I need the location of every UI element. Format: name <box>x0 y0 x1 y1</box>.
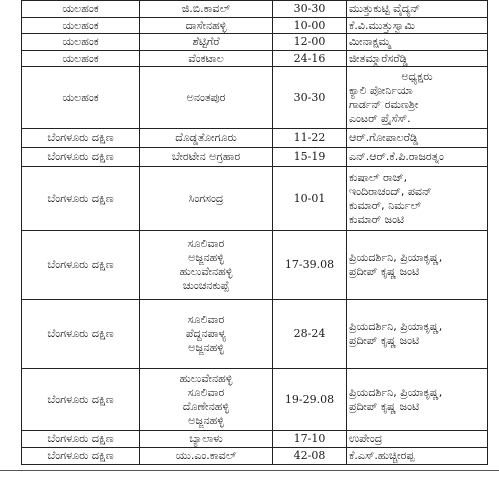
taluk-cell <box>22 1 140 18</box>
owner-cell <box>347 300 488 369</box>
taluk-cell <box>22 231 140 300</box>
village-cell <box>140 369 273 431</box>
table-row <box>22 34 488 51</box>
survey-extent-text: 17-39.08 <box>284 258 335 271</box>
taluk-text: ಯಲಹಂಕ <box>62 90 99 104</box>
owner-line: ಕ್ಯಾಲಿ ಪೋರ್ನಿಯಾ <box>349 83 413 97</box>
taluk-cell <box>22 67 140 129</box>
village-line: ದೊಡ್ಡತೋಗೂರು <box>175 131 237 144</box>
taluk-text: ಯಲಹಂಕ <box>62 2 99 15</box>
village-cell <box>140 448 273 465</box>
survey-extent-text: 28-24 <box>293 327 326 340</box>
village-line: ಅಜ್ಜನಹಳ್ಳಿ <box>188 413 224 427</box>
survey-extent-cell <box>273 67 347 129</box>
village-cell <box>140 1 273 18</box>
survey-extent-cell <box>273 231 347 300</box>
village-cell <box>140 167 273 231</box>
owner-line: ಉಪೇಂದ್ರ <box>349 432 383 445</box>
taluk-text: ಯಲಹಂಕ <box>62 51 99 65</box>
owner-cell <box>347 431 488 448</box>
village-cell <box>140 18 273 34</box>
village-line: ಸೂಲಿವಾರ <box>187 237 225 250</box>
owner-cell <box>347 1 488 18</box>
taluk-cell <box>22 167 140 231</box>
survey-extent-text: 42-08 <box>293 449 326 462</box>
owner-line: ಮೀನಾಕ್ಷಮ್ಮ <box>349 35 391 48</box>
survey-extent-text: 19-29.08 <box>284 392 335 406</box>
village-cell <box>140 67 273 129</box>
table-row <box>22 369 488 431</box>
village-line: ಶೆಟ್ಟಿಗೆರೆ <box>192 35 220 48</box>
taluk-cell <box>22 148 140 167</box>
taluk-cell <box>22 300 140 369</box>
survey-extent-text: 30-30 <box>293 2 326 15</box>
owner-line: ಎಂಟರ್ ಪ್ರೈಸೆಸ್. <box>349 111 411 125</box>
survey-extent-cell <box>273 448 347 465</box>
table-row <box>22 431 488 448</box>
owner-line: ಆರ್.ಗೋಪಾಲರೆಡ್ಡಿ <box>349 131 419 144</box>
village-line: ಅಜ್ಜನಹಳ್ಳಿ <box>188 341 224 354</box>
taluk-text: ಬೆಂಗಳೂರು ದಕ್ಷಿಣ <box>47 258 114 271</box>
village-line: ದೊಣೇನಹಳ್ಳಿ <box>182 399 230 413</box>
taluk-text: ಯಲಹಂಕ <box>62 18 99 32</box>
village-cell <box>140 34 273 51</box>
village-line: ವೆಂಕಟಾಲ <box>188 51 224 65</box>
survey-extent-cell <box>273 369 347 431</box>
village-line: ಸೂಲಿವಾರ <box>187 385 225 399</box>
taluk-text: ಬೆಂಗಳೂರು ದಕ್ಷಿಣ <box>47 449 114 462</box>
survey-extent-cell <box>273 148 347 167</box>
owner-line: ಕುಮಾರ್ ಜಂಟಿ <box>349 212 405 226</box>
taluk-text: ಬೆಂಗಳೂರು ದಕ್ಷಿಣ <box>47 392 114 406</box>
village-cell <box>140 148 273 167</box>
table-row <box>22 1 488 18</box>
survey-extent-text: 10-01 <box>293 191 326 205</box>
village-line: ಹುಲುವೇನಹಳ್ಳಿ <box>179 265 233 278</box>
village-line: ಅಜ್ಜನಹಳ್ಳಿ <box>188 251 224 264</box>
owner-line: ಪ್ರಿಯದರ್ಶಿನಿ, ಪ್ರಿಯಾಕೃಷ್ಣ, <box>349 385 443 399</box>
survey-extent-text: 30-30 <box>293 90 326 104</box>
taluk-cell <box>22 448 140 465</box>
owner-cell <box>347 51 488 67</box>
owner-line: ಜೀತಮ್ಮಾರೆಸರೆಡ್ಡಿ <box>349 51 408 65</box>
village-line: ದಾಸೇನಹಳ್ಳಿ <box>185 18 227 32</box>
owner-line: ಪ್ರದೀಪ್ ಕೃಷ್ಣ ಜಂಟಿ <box>349 265 420 278</box>
table-row <box>22 231 488 300</box>
owner-cell <box>347 167 488 231</box>
survey-extent-cell <box>273 34 347 51</box>
owner-line: ಕೆ.ವಿ.ಮುತ್ತುಸ್ವಾಮಿ <box>349 18 415 32</box>
owner-line: ಕೆ.ಎಸ್.ಹುಚ್ಚೀರಪ್ಪ <box>349 449 415 462</box>
village-cell <box>140 431 273 448</box>
owner-line: ಎನ್.ಆರ್.ಕೆ.ಪಿ.ರಾಜರತ್ನಂ <box>349 150 444 163</box>
village-line: ಯು.ಎಂ.ಕಾವಲ್ <box>175 449 237 462</box>
village-line: ಬೇರಟೇನ ಅಗ್ರಹಾರ <box>171 150 241 163</box>
table-row <box>22 129 488 148</box>
survey-extent-text: 15-19 <box>293 150 326 163</box>
table-row <box>22 148 488 167</box>
owner-line: ಪ್ರದೀಪ್ ಕೃಷ್ಣ ಜಂಟಿ <box>349 399 420 413</box>
owner-cell <box>347 231 488 300</box>
owner-cell <box>347 369 488 431</box>
village-cell <box>140 51 273 67</box>
survey-extent-text: 24-16 <box>293 51 326 65</box>
village-line: ಸೂಲಿವಾರ <box>187 313 225 326</box>
owner-line: ಮುತ್ತುಕುಟ್ಟಿ ವೈದ್ಯನ್ <box>349 2 421 15</box>
survey-extent-cell <box>273 300 347 369</box>
owner-line: ಕುಮಾರ್, ನಿರ್ಮಲ್ <box>349 198 422 212</box>
owner-line: ಇಂದಿರಾಚಂದ್, ಪವನ್ <box>349 184 432 198</box>
survey-extent-cell <box>273 51 347 67</box>
taluk-cell <box>22 369 140 431</box>
table-row <box>22 300 488 369</box>
village-line: ಚುಂಚನಕುಪ್ಪೆ <box>182 279 230 292</box>
taluk-text: ಬೆಂಗಳೂರು ದಕ್ಷಿಣ <box>47 432 114 445</box>
village-line: ಹುಲುವೇನಹಳ್ಳಿ <box>179 371 233 385</box>
taluk-cell <box>22 18 140 34</box>
land-records-table <box>21 0 488 465</box>
survey-extent-cell <box>273 431 347 448</box>
owner-line: ಪ್ರಿಯದರ್ಶಿನಿ, ಪ್ರಿಯಾಕೃಷ್ಣ, <box>349 251 443 264</box>
page-bottom-rule <box>0 470 499 471</box>
survey-extent-cell <box>273 129 347 148</box>
taluk-text: ಬೆಂಗಳೂರು ದಕ್ಷಿಣ <box>47 191 114 205</box>
table-row <box>22 448 488 465</box>
owner-line: ಕುಷಾಲ್ ರಾಜ್, <box>349 170 408 184</box>
survey-extent-cell <box>273 1 347 18</box>
owner-line: ಅಧ್ಯಕ್ಷರು <box>401 69 433 83</box>
taluk-cell <box>22 34 140 51</box>
taluk-text: ಬೆಂಗಳೂರು ದಕ್ಷಿಣ <box>47 131 114 144</box>
owner-cell <box>347 129 488 148</box>
survey-extent-text: 17-10 <box>293 432 326 445</box>
taluk-cell <box>22 51 140 67</box>
owner-cell <box>347 67 488 129</box>
village-line: ಅನಂತಪುರ <box>186 90 226 104</box>
village-line: ಜಿ.ಬಿ.ಕಾವಲ್ <box>181 2 231 15</box>
village-line: ಬ್ಯಾಲಾಳು <box>189 432 223 445</box>
taluk-cell <box>22 431 140 448</box>
village-line: ಸಿಂಗಸಂದ್ರ <box>188 191 224 205</box>
survey-extent-text: 12-00 <box>293 35 326 48</box>
table-row <box>22 51 488 67</box>
taluk-text: ಬೆಂಗಳೂರು ದಕ್ಷಿಣ <box>47 327 114 340</box>
table-row <box>22 67 488 129</box>
land-records-body <box>22 1 488 465</box>
owner-cell <box>347 34 488 51</box>
table-row <box>22 18 488 34</box>
taluk-text: ಯಲಹಂಕ <box>62 35 99 48</box>
owner-line: ಪ್ರಿಯದರ್ಶಿನಿ, ಪ್ರಿಯಾಕೃಷ್ಣ, <box>349 320 443 333</box>
survey-extent-cell <box>273 167 347 231</box>
survey-extent-text: 10-00 <box>293 18 326 32</box>
owner-cell <box>347 148 488 167</box>
survey-extent-cell <box>273 18 347 34</box>
table-row <box>22 167 488 231</box>
owner-line: ಪ್ರದೀಪ್ ಕೃಷ್ಣ ಜಂಟಿ <box>349 334 420 347</box>
village-cell <box>140 129 273 148</box>
owner-line: ಗಾರ್ಡನ್ ರಮಣಶ್ರೀ <box>349 97 419 111</box>
village-cell <box>140 231 273 300</box>
village-cell <box>140 300 273 369</box>
village-line: ಪೆದ್ದನಪಾಳ್ಯ <box>185 327 227 340</box>
taluk-text: ಬೆಂಗಳೂರು ದಕ್ಷಿಣ <box>47 150 114 163</box>
owner-cell <box>347 448 488 465</box>
taluk-cell <box>22 129 140 148</box>
survey-extent-text: 11-22 <box>293 131 326 144</box>
owner-cell <box>347 18 488 34</box>
